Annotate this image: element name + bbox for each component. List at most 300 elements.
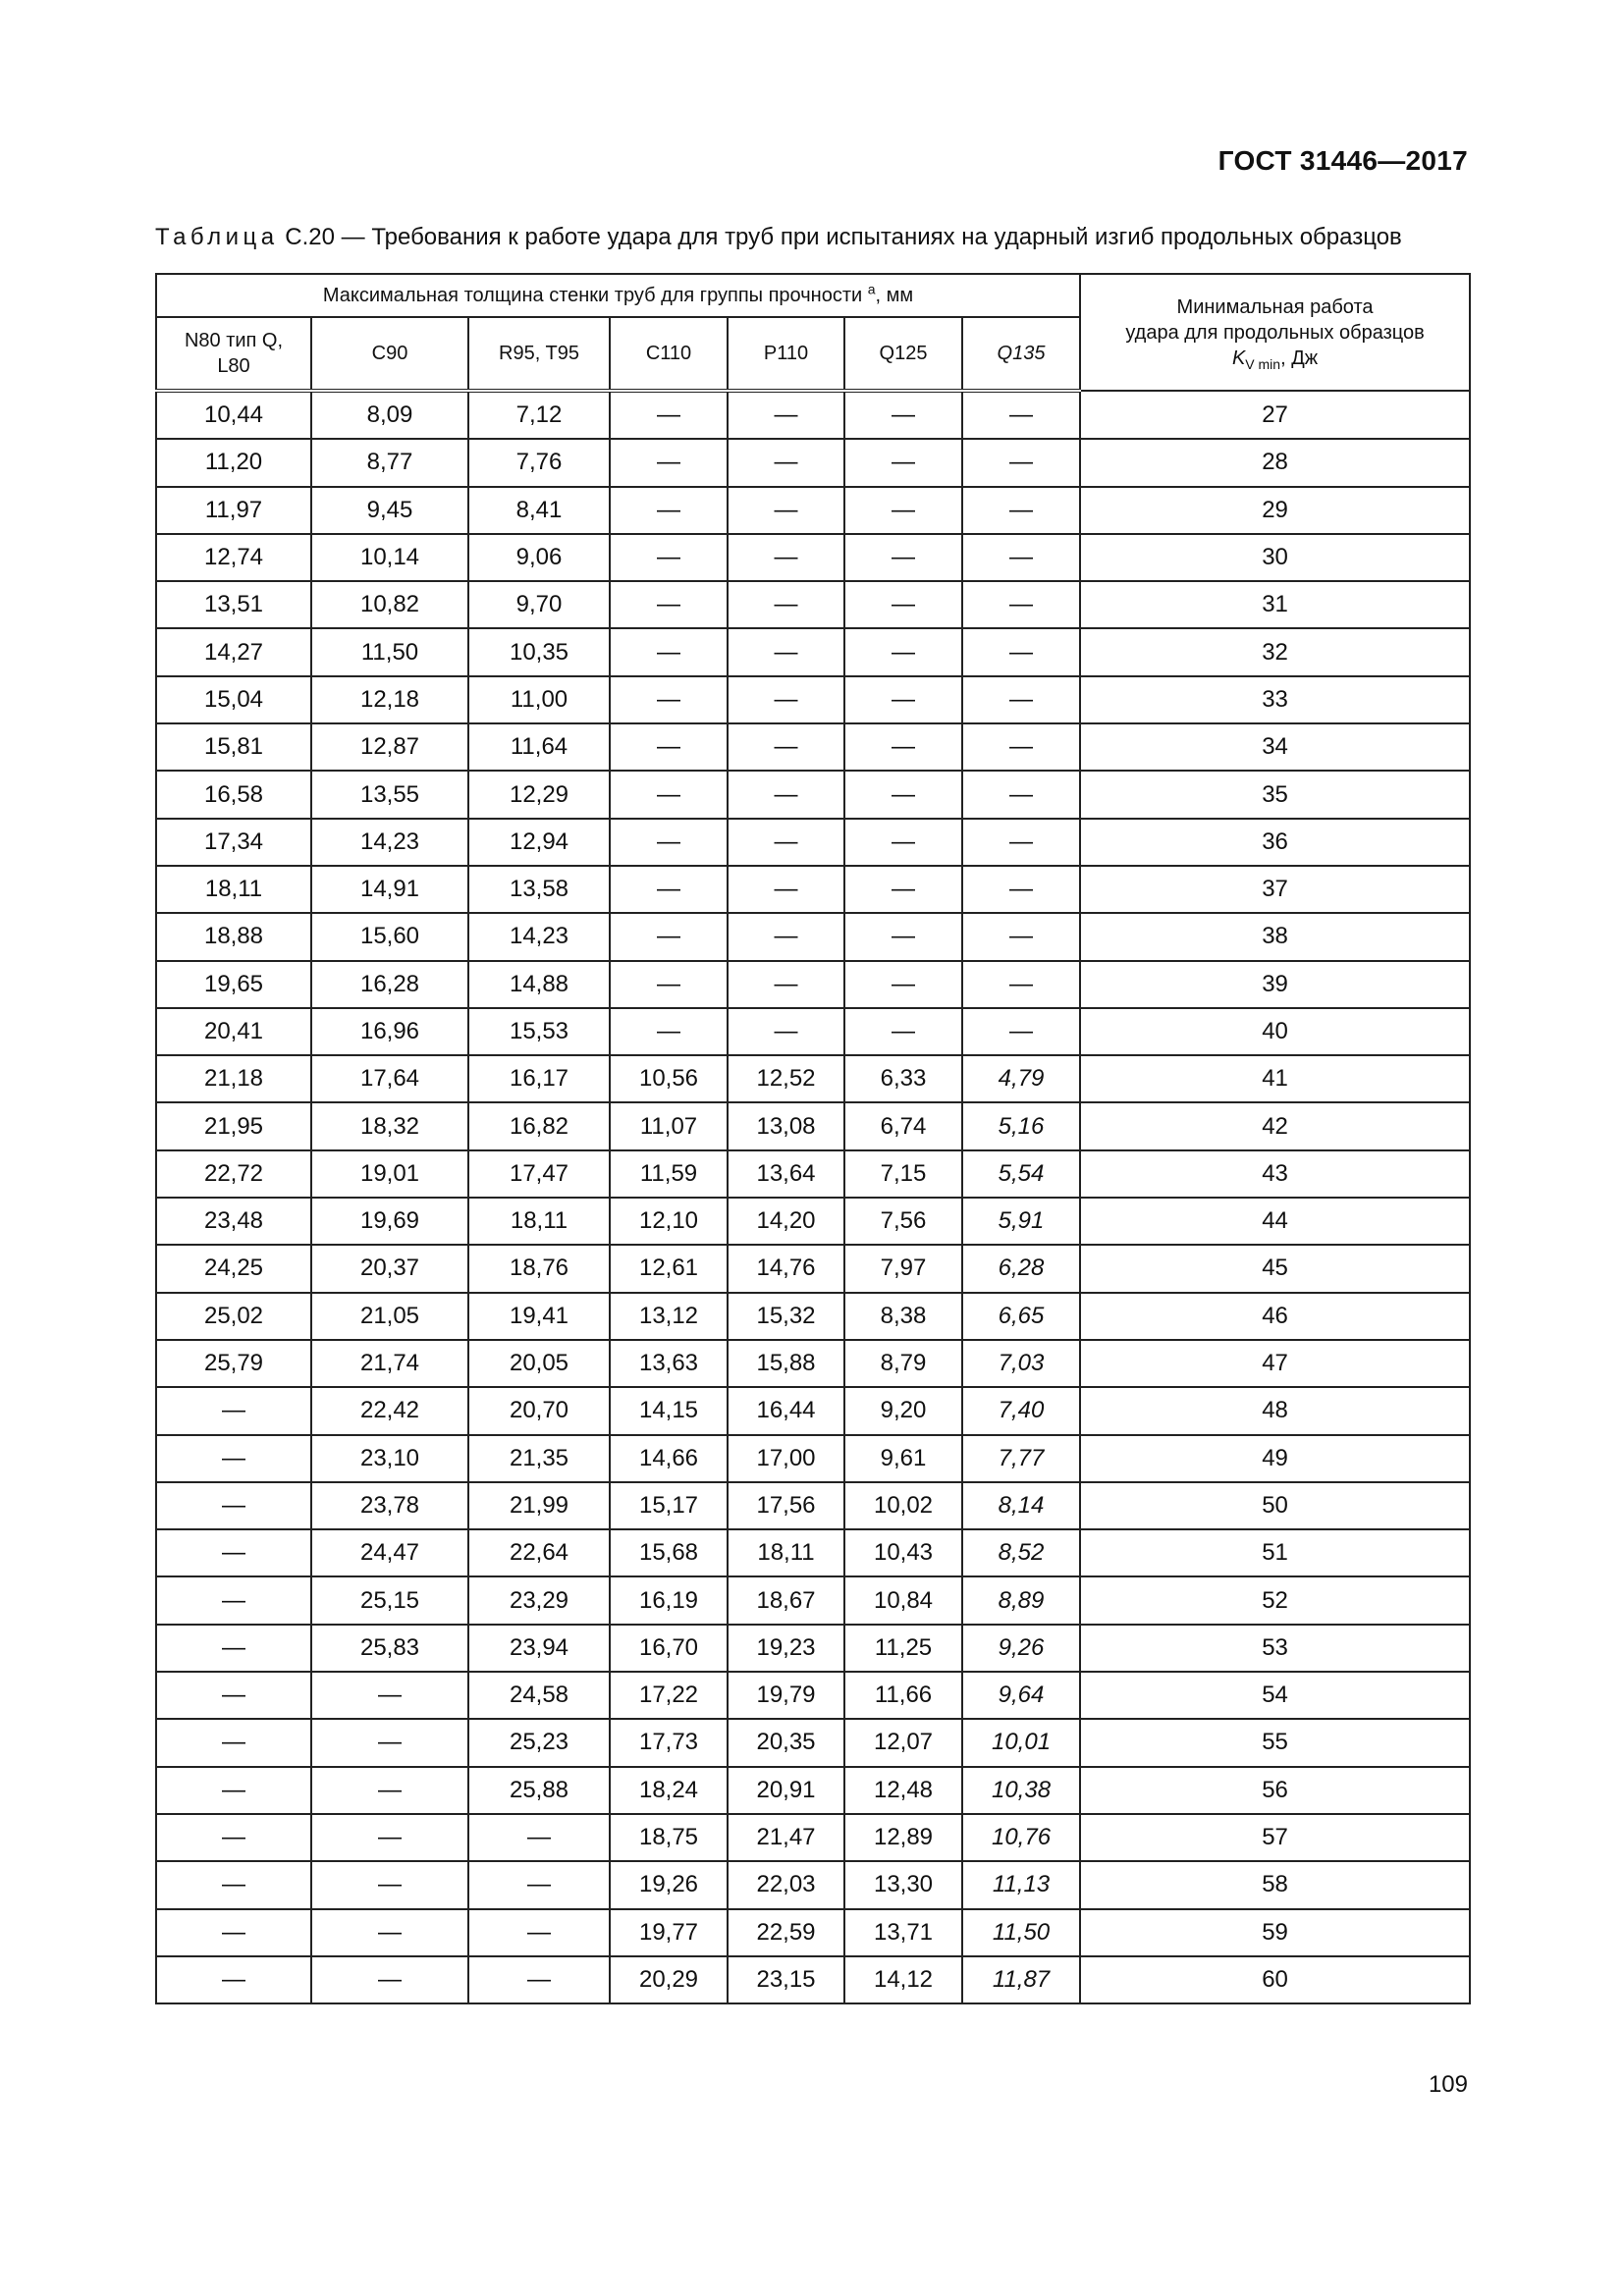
wall-thickness-cell: — xyxy=(156,1387,311,1434)
wall-thickness-cell: — xyxy=(311,1956,468,2003)
column-header: R95, T95 xyxy=(468,317,610,391)
wall-thickness-cell: — xyxy=(962,961,1080,1008)
wall-thickness-cell: — xyxy=(311,1672,468,1719)
wall-thickness-cell: 9,20 xyxy=(844,1387,962,1434)
wall-thickness-cell: — xyxy=(610,487,728,534)
wall-thickness-cell: 4,79 xyxy=(962,1055,1080,1102)
wall-thickness-cell: 12,48 xyxy=(844,1767,962,1814)
wall-thickness-cell: 15,81 xyxy=(156,723,311,771)
wall-thickness-cell: — xyxy=(962,581,1080,628)
wall-thickness-cell: 18,11 xyxy=(728,1529,844,1576)
wall-thickness-cell: 15,60 xyxy=(311,913,468,960)
table-row xyxy=(156,1340,1470,1387)
wall-thickness-cell: — xyxy=(962,1008,1080,1055)
wall-thickness-cell: — xyxy=(728,676,844,723)
table-row xyxy=(156,1055,1470,1102)
wall-thickness-cell: 18,88 xyxy=(156,913,311,960)
min-impact-work-cell: 30 xyxy=(1080,534,1470,581)
wall-thickness-cell: 12,29 xyxy=(468,771,610,818)
wall-thickness-cell: — xyxy=(156,1435,311,1482)
wall-thickness-cell: 19,79 xyxy=(728,1672,844,1719)
wall-thickness-cell: — xyxy=(844,391,962,439)
table-caption xyxy=(155,224,1468,251)
wall-thickness-cell: 8,77 xyxy=(311,439,468,486)
wall-thickness-cell: 13,51 xyxy=(156,581,311,628)
wall-thickness-cell: 7,03 xyxy=(962,1340,1080,1387)
table-row xyxy=(156,819,1470,866)
wall-thickness-cell: — xyxy=(844,961,962,1008)
wall-thickness-cell: 12,74 xyxy=(156,534,311,581)
wall-thickness-cell: 12,07 xyxy=(844,1719,962,1766)
wall-thickness-cell: — xyxy=(468,1861,610,1908)
wall-thickness-cell: — xyxy=(156,1625,311,1672)
wall-thickness-cell: 9,61 xyxy=(844,1435,962,1482)
wall-thickness-cell: 13,71 xyxy=(844,1909,962,1956)
wall-thickness-cell: 22,72 xyxy=(156,1150,311,1198)
wall-thickness-cell: — xyxy=(156,1814,311,1861)
wall-thickness-cell: 18,24 xyxy=(610,1767,728,1814)
wall-thickness-cell: — xyxy=(610,913,728,960)
wall-thickness-cell: 10,82 xyxy=(311,581,468,628)
wall-thickness-cell: — xyxy=(728,1008,844,1055)
wall-thickness-cell: — xyxy=(728,866,844,913)
table-row xyxy=(156,1150,1470,1198)
wall-thickness-cell: — xyxy=(156,1861,311,1908)
wall-thickness-group-header: Максимальная толщина стенки труб для группы прочности $^a$, мм xyxy=(156,274,1080,317)
table-row xyxy=(156,628,1470,675)
wall-thickness-cell: 25,79 xyxy=(156,1340,311,1387)
wall-thickness-cell: 12,87 xyxy=(311,723,468,771)
wall-thickness-cell: 25,15 xyxy=(311,1576,468,1624)
table-row xyxy=(156,771,1470,818)
min-impact-work-cell: 48 xyxy=(1080,1387,1470,1434)
wall-thickness-cell: 21,95 xyxy=(156,1102,311,1149)
wall-thickness-cell: 17,34 xyxy=(156,819,311,866)
wall-thickness-cell: 23,15 xyxy=(728,1956,844,2003)
wall-thickness-cell: 14,66 xyxy=(610,1435,728,1482)
wall-thickness-cell: — xyxy=(728,534,844,581)
wall-thickness-cell: 14,23 xyxy=(311,819,468,866)
wall-thickness-cell: 23,10 xyxy=(311,1435,468,1482)
table-row xyxy=(156,1814,1470,1861)
table-row xyxy=(156,1672,1470,1719)
min-impact-work-cell: 45 xyxy=(1080,1245,1470,1292)
table-row xyxy=(156,1482,1470,1529)
min-impact-work-cell: 33 xyxy=(1080,676,1470,723)
wall-thickness-cell: — xyxy=(610,819,728,866)
wall-thickness-cell: 5,91 xyxy=(962,1198,1080,1245)
wall-thickness-cell: 7,76 xyxy=(468,439,610,486)
wall-thickness-cell: — xyxy=(311,1719,468,1766)
wall-thickness-cell: 12,18 xyxy=(311,676,468,723)
wall-thickness-cell: — xyxy=(156,1956,311,2003)
wall-thickness-cell: 14,15 xyxy=(610,1387,728,1434)
min-impact-work-cell: 60 xyxy=(1080,1956,1470,2003)
wall-thickness-cell: 8,38 xyxy=(844,1293,962,1340)
min-impact-work-cell: 32 xyxy=(1080,628,1470,675)
table-row xyxy=(156,1529,1470,1576)
wall-thickness-cell: 10,14 xyxy=(311,534,468,581)
wall-thickness-cell: — xyxy=(728,628,844,675)
wall-thickness-cell: 11,13 xyxy=(962,1861,1080,1908)
wall-thickness-cell: 15,68 xyxy=(610,1529,728,1576)
min-impact-work-cell: 44 xyxy=(1080,1198,1470,1245)
wall-thickness-cell: 16,82 xyxy=(468,1102,610,1149)
min-impact-work-cell: 43 xyxy=(1080,1150,1470,1198)
wall-thickness-cell: — xyxy=(962,439,1080,486)
wall-thickness-cell: 19,01 xyxy=(311,1150,468,1198)
wall-thickness-cell: 19,77 xyxy=(610,1909,728,1956)
page-number: 109 xyxy=(1428,2071,1468,2098)
wall-thickness-cell: — xyxy=(156,1482,311,1529)
wall-thickness-cell: 9,70 xyxy=(468,581,610,628)
wall-thickness-cell: 9,64 xyxy=(962,1672,1080,1719)
wall-thickness-cell: — xyxy=(844,819,962,866)
wall-thickness-cell: 21,47 xyxy=(728,1814,844,1861)
wall-thickness-cell: 7,12 xyxy=(468,391,610,439)
wall-thickness-cell: — xyxy=(962,391,1080,439)
wall-thickness-cell: 22,03 xyxy=(728,1861,844,1908)
wall-thickness-cell: 7,77 xyxy=(962,1435,1080,1482)
wall-thickness-cell: — xyxy=(728,487,844,534)
wall-thickness-cell: 20,41 xyxy=(156,1008,311,1055)
column-header: C110 xyxy=(610,317,728,391)
wall-thickness-cell: 21,74 xyxy=(311,1340,468,1387)
wall-thickness-cell: 16,19 xyxy=(610,1576,728,1624)
wall-thickness-cell: 16,28 xyxy=(311,961,468,1008)
wall-thickness-cell: 10,38 xyxy=(962,1767,1080,1814)
table-row xyxy=(156,439,1470,486)
wall-thickness-cell: 14,88 xyxy=(468,961,610,1008)
wall-thickness-cell: 7,97 xyxy=(844,1245,962,1292)
wall-thickness-cell: 11,50 xyxy=(311,628,468,675)
wall-thickness-cell: 18,11 xyxy=(156,866,311,913)
wall-thickness-cell: — xyxy=(962,676,1080,723)
wall-thickness-cell: 23,94 xyxy=(468,1625,610,1672)
min-impact-work-cell: 41 xyxy=(1080,1055,1470,1102)
wall-thickness-cell: 16,44 xyxy=(728,1387,844,1434)
wall-thickness-cell: — xyxy=(610,723,728,771)
wall-thickness-cell: — xyxy=(844,723,962,771)
wall-thickness-cell: 19,26 xyxy=(610,1861,728,1908)
wall-thickness-cell: 10,43 xyxy=(844,1529,962,1576)
min-impact-work-cell: 42 xyxy=(1080,1102,1470,1149)
wall-thickness-cell: 16,70 xyxy=(610,1625,728,1672)
wall-thickness-cell: — xyxy=(728,913,844,960)
wall-thickness-cell: 10,84 xyxy=(844,1576,962,1624)
min-impact-work-cell: 34 xyxy=(1080,723,1470,771)
wall-thickness-cell: — xyxy=(610,676,728,723)
caption-number: С.20 xyxy=(285,224,335,250)
wall-thickness-cell: 25,23 xyxy=(468,1719,610,1766)
wall-thickness-cell: 11,07 xyxy=(610,1102,728,1149)
wall-thickness-cell: 19,41 xyxy=(468,1293,610,1340)
min-impact-work-cell: 36 xyxy=(1080,819,1470,866)
table-row xyxy=(156,1008,1470,1055)
wall-thickness-cell: 15,88 xyxy=(728,1340,844,1387)
wall-thickness-cell: 18,11 xyxy=(468,1198,610,1245)
wall-thickness-cell: — xyxy=(468,1814,610,1861)
wall-thickness-cell: 14,91 xyxy=(311,866,468,913)
wall-thickness-cell: 22,64 xyxy=(468,1529,610,1576)
wall-thickness-cell: 8,89 xyxy=(962,1576,1080,1624)
column-header: P110 xyxy=(728,317,844,391)
wall-thickness-cell: 24,25 xyxy=(156,1245,311,1292)
min-impact-work-cell: 40 xyxy=(1080,1008,1470,1055)
wall-thickness-cell: 14,12 xyxy=(844,1956,962,2003)
wall-thickness-cell: 9,26 xyxy=(962,1625,1080,1672)
wall-thickness-cell: 11,64 xyxy=(468,723,610,771)
wall-thickness-cell: 13,63 xyxy=(610,1340,728,1387)
wall-thickness-cell: — xyxy=(844,1008,962,1055)
wall-thickness-cell: 19,69 xyxy=(311,1198,468,1245)
wall-thickness-cell: 16,17 xyxy=(468,1055,610,1102)
wall-thickness-cell: 5,54 xyxy=(962,1150,1080,1198)
wall-thickness-cell: 12,89 xyxy=(844,1814,962,1861)
wall-thickness-cell: — xyxy=(610,961,728,1008)
wall-thickness-cell: 11,00 xyxy=(468,676,610,723)
wall-thickness-cell: — xyxy=(311,1909,468,1956)
min-impact-work-cell: 52 xyxy=(1080,1576,1470,1624)
impact-work-table xyxy=(155,273,1471,2004)
wall-thickness-cell: — xyxy=(728,581,844,628)
wall-thickness-cell: 11,50 xyxy=(962,1909,1080,1956)
wall-thickness-cell: — xyxy=(311,1861,468,1908)
min-impact-work-cell: 53 xyxy=(1080,1625,1470,1672)
wall-thickness-cell: — xyxy=(962,487,1080,534)
wall-thickness-cell: — xyxy=(156,1529,311,1576)
wall-thickness-cell: 13,64 xyxy=(728,1150,844,1198)
table-row xyxy=(156,676,1470,723)
min-impact-work-cell: 50 xyxy=(1080,1482,1470,1529)
table-row xyxy=(156,1909,1470,1956)
table-row xyxy=(156,1198,1470,1245)
wall-thickness-cell: 21,99 xyxy=(468,1482,610,1529)
min-impact-work-cell: 31 xyxy=(1080,581,1470,628)
table-row xyxy=(156,913,1470,960)
table-row xyxy=(156,391,1470,439)
wall-thickness-cell: — xyxy=(962,723,1080,771)
wall-thickness-cell: 11,97 xyxy=(156,487,311,534)
wall-thickness-cell: 25,02 xyxy=(156,1293,311,1340)
wall-thickness-cell: 6,65 xyxy=(962,1293,1080,1340)
wall-thickness-cell: 12,61 xyxy=(610,1245,728,1292)
wall-thickness-cell: 13,55 xyxy=(311,771,468,818)
wall-thickness-cell: 25,83 xyxy=(311,1625,468,1672)
wall-thickness-cell: 17,73 xyxy=(610,1719,728,1766)
wall-thickness-cell: 22,42 xyxy=(311,1387,468,1434)
wall-thickness-cell: 13,08 xyxy=(728,1102,844,1149)
wall-thickness-cell: 9,45 xyxy=(311,487,468,534)
wall-thickness-cell: 12,52 xyxy=(728,1055,844,1102)
wall-thickness-cell: 6,33 xyxy=(844,1055,962,1102)
wall-thickness-cell: — xyxy=(610,866,728,913)
wall-thickness-cell: — xyxy=(610,771,728,818)
caption-text: — Требования к работе удара для труб при испытаниях на ударный изгиб продольных образцов xyxy=(341,224,1402,250)
wall-thickness-cell: — xyxy=(844,628,962,675)
min-impact-work-cell: 35 xyxy=(1080,771,1470,818)
wall-thickness-cell: 20,29 xyxy=(610,1956,728,2003)
min-impact-work-cell: 55 xyxy=(1080,1719,1470,1766)
table-row xyxy=(156,1293,1470,1340)
wall-thickness-cell: — xyxy=(610,391,728,439)
wall-thickness-cell: 8,14 xyxy=(962,1482,1080,1529)
table-row xyxy=(156,487,1470,534)
wall-thickness-cell: 23,29 xyxy=(468,1576,610,1624)
wall-thickness-cell: 23,48 xyxy=(156,1198,311,1245)
wall-thickness-cell: 15,32 xyxy=(728,1293,844,1340)
wall-thickness-cell: — xyxy=(728,961,844,1008)
wall-thickness-cell: 19,65 xyxy=(156,961,311,1008)
wall-thickness-cell: 17,64 xyxy=(311,1055,468,1102)
wall-thickness-cell: — xyxy=(844,913,962,960)
wall-thickness-cell: 17,47 xyxy=(468,1150,610,1198)
wall-thickness-cell: 13,58 xyxy=(468,866,610,913)
min-impact-work-cell: 27 xyxy=(1080,391,1470,439)
wall-thickness-cell: — xyxy=(962,866,1080,913)
wall-thickness-cell: 17,00 xyxy=(728,1435,844,1482)
wall-thickness-cell: — xyxy=(962,913,1080,960)
wall-thickness-cell: 10,56 xyxy=(610,1055,728,1102)
wall-thickness-cell: — xyxy=(728,771,844,818)
table-row xyxy=(156,1245,1470,1292)
wall-thickness-cell: — xyxy=(844,771,962,818)
wall-thickness-cell: 10,76 xyxy=(962,1814,1080,1861)
wall-thickness-cell: — xyxy=(156,1767,311,1814)
wall-thickness-cell: — xyxy=(844,534,962,581)
table-row xyxy=(156,1102,1470,1149)
table-row xyxy=(156,1956,1470,2003)
min-impact-work-cell: 46 xyxy=(1080,1293,1470,1340)
min-impact-work-cell: 51 xyxy=(1080,1529,1470,1576)
wall-thickness-cell: — xyxy=(610,628,728,675)
wall-thickness-cell: 15,04 xyxy=(156,676,311,723)
wall-thickness-cell: 18,75 xyxy=(610,1814,728,1861)
document-header: ГОСТ 31446—2017 xyxy=(1217,145,1468,176)
table-row xyxy=(156,534,1470,581)
wall-thickness-cell: 10,44 xyxy=(156,391,311,439)
wall-thickness-cell: — xyxy=(728,819,844,866)
wall-thickness-cell: — xyxy=(962,628,1080,675)
wall-thickness-cell: 11,66 xyxy=(844,1672,962,1719)
min-impact-work-header: Минимальная работа удара для продольных образцов $K_{V min}$, Дж xyxy=(1080,274,1470,391)
wall-thickness-cell: 24,47 xyxy=(311,1529,468,1576)
wall-thickness-cell: 7,40 xyxy=(962,1387,1080,1434)
min-impact-work-cell: 56 xyxy=(1080,1767,1470,1814)
wall-thickness-cell: — xyxy=(156,1719,311,1766)
table-row xyxy=(156,866,1470,913)
wall-thickness-cell: 20,70 xyxy=(468,1387,610,1434)
table-row xyxy=(156,1767,1470,1814)
wall-thickness-cell: — xyxy=(728,439,844,486)
wall-thickness-cell: — xyxy=(610,1008,728,1055)
table-row xyxy=(156,1625,1470,1672)
wall-thickness-cell: 19,23 xyxy=(728,1625,844,1672)
wall-thickness-cell: 8,09 xyxy=(311,391,468,439)
wall-thickness-cell: — xyxy=(844,439,962,486)
wall-thickness-cell: 25,88 xyxy=(468,1767,610,1814)
wall-thickness-cell: — xyxy=(468,1909,610,1956)
min-impact-work-cell: 37 xyxy=(1080,866,1470,913)
wall-thickness-cell: — xyxy=(844,487,962,534)
wall-thickness-cell: 12,10 xyxy=(610,1198,728,1245)
table-row xyxy=(156,1435,1470,1482)
min-impact-work-cell: 59 xyxy=(1080,1909,1470,1956)
wall-thickness-cell: 6,28 xyxy=(962,1245,1080,1292)
table-row xyxy=(156,1387,1470,1434)
wall-thickness-cell: — xyxy=(728,723,844,771)
wall-thickness-cell: 5,16 xyxy=(962,1102,1080,1149)
wall-thickness-cell: 8,52 xyxy=(962,1529,1080,1576)
wall-thickness-cell: — xyxy=(844,676,962,723)
min-impact-work-cell: 54 xyxy=(1080,1672,1470,1719)
min-impact-work-cell: 39 xyxy=(1080,961,1470,1008)
wall-thickness-cell: 6,74 xyxy=(844,1102,962,1149)
min-impact-work-cell: 28 xyxy=(1080,439,1470,486)
table-row xyxy=(156,1719,1470,1766)
wall-thickness-cell: 10,35 xyxy=(468,628,610,675)
wall-thickness-cell: 21,18 xyxy=(156,1055,311,1102)
wall-thickness-cell: — xyxy=(962,819,1080,866)
min-impact-work-cell: 29 xyxy=(1080,487,1470,534)
wall-thickness-cell: 8,41 xyxy=(468,487,610,534)
wall-thickness-cell: 22,59 xyxy=(728,1909,844,1956)
wall-thickness-cell: 18,32 xyxy=(311,1102,468,1149)
table-row xyxy=(156,961,1470,1008)
wall-thickness-cell: 17,22 xyxy=(610,1672,728,1719)
table-row xyxy=(156,1576,1470,1624)
wall-thickness-cell: 17,56 xyxy=(728,1482,844,1529)
min-impact-work-cell: 49 xyxy=(1080,1435,1470,1482)
wall-thickness-cell: 11,25 xyxy=(844,1625,962,1672)
wall-thickness-cell: 20,37 xyxy=(311,1245,468,1292)
column-header: C90 xyxy=(311,317,468,391)
wall-thickness-cell: 13,30 xyxy=(844,1861,962,1908)
wall-thickness-cell: 11,59 xyxy=(610,1150,728,1198)
wall-thickness-cell: — xyxy=(610,581,728,628)
wall-thickness-cell: 14,76 xyxy=(728,1245,844,1292)
wall-thickness-cell: 9,06 xyxy=(468,534,610,581)
wall-thickness-cell: 20,35 xyxy=(728,1719,844,1766)
wall-thickness-cell: 18,67 xyxy=(728,1576,844,1624)
wall-thickness-cell: 24,58 xyxy=(468,1672,610,1719)
wall-thickness-cell: — xyxy=(962,771,1080,818)
wall-thickness-cell: 8,79 xyxy=(844,1340,962,1387)
wall-thickness-cell: — xyxy=(844,581,962,628)
caption-prefix: Таблица xyxy=(155,224,279,250)
wall-thickness-cell: — xyxy=(156,1909,311,1956)
table-row xyxy=(156,723,1470,771)
wall-thickness-cell: — xyxy=(962,534,1080,581)
table-row xyxy=(156,1861,1470,1908)
wall-thickness-cell: 11,20 xyxy=(156,439,311,486)
wall-thickness-cell: 20,05 xyxy=(468,1340,610,1387)
min-impact-work-cell: 57 xyxy=(1080,1814,1470,1861)
wall-thickness-cell: 16,58 xyxy=(156,771,311,818)
wall-thickness-cell: — xyxy=(610,534,728,581)
wall-thickness-cell: 21,35 xyxy=(468,1435,610,1482)
wall-thickness-cell: 20,91 xyxy=(728,1767,844,1814)
wall-thickness-cell: — xyxy=(156,1576,311,1624)
wall-thickness-cell: — xyxy=(844,866,962,913)
wall-thickness-cell: — xyxy=(610,439,728,486)
wall-thickness-cell: 21,05 xyxy=(311,1293,468,1340)
wall-thickness-cell: 14,27 xyxy=(156,628,311,675)
wall-thickness-cell: 13,12 xyxy=(610,1293,728,1340)
wall-thickness-cell: 11,87 xyxy=(962,1956,1080,2003)
column-header: Q135 xyxy=(962,317,1080,391)
wall-thickness-cell: 14,23 xyxy=(468,913,610,960)
